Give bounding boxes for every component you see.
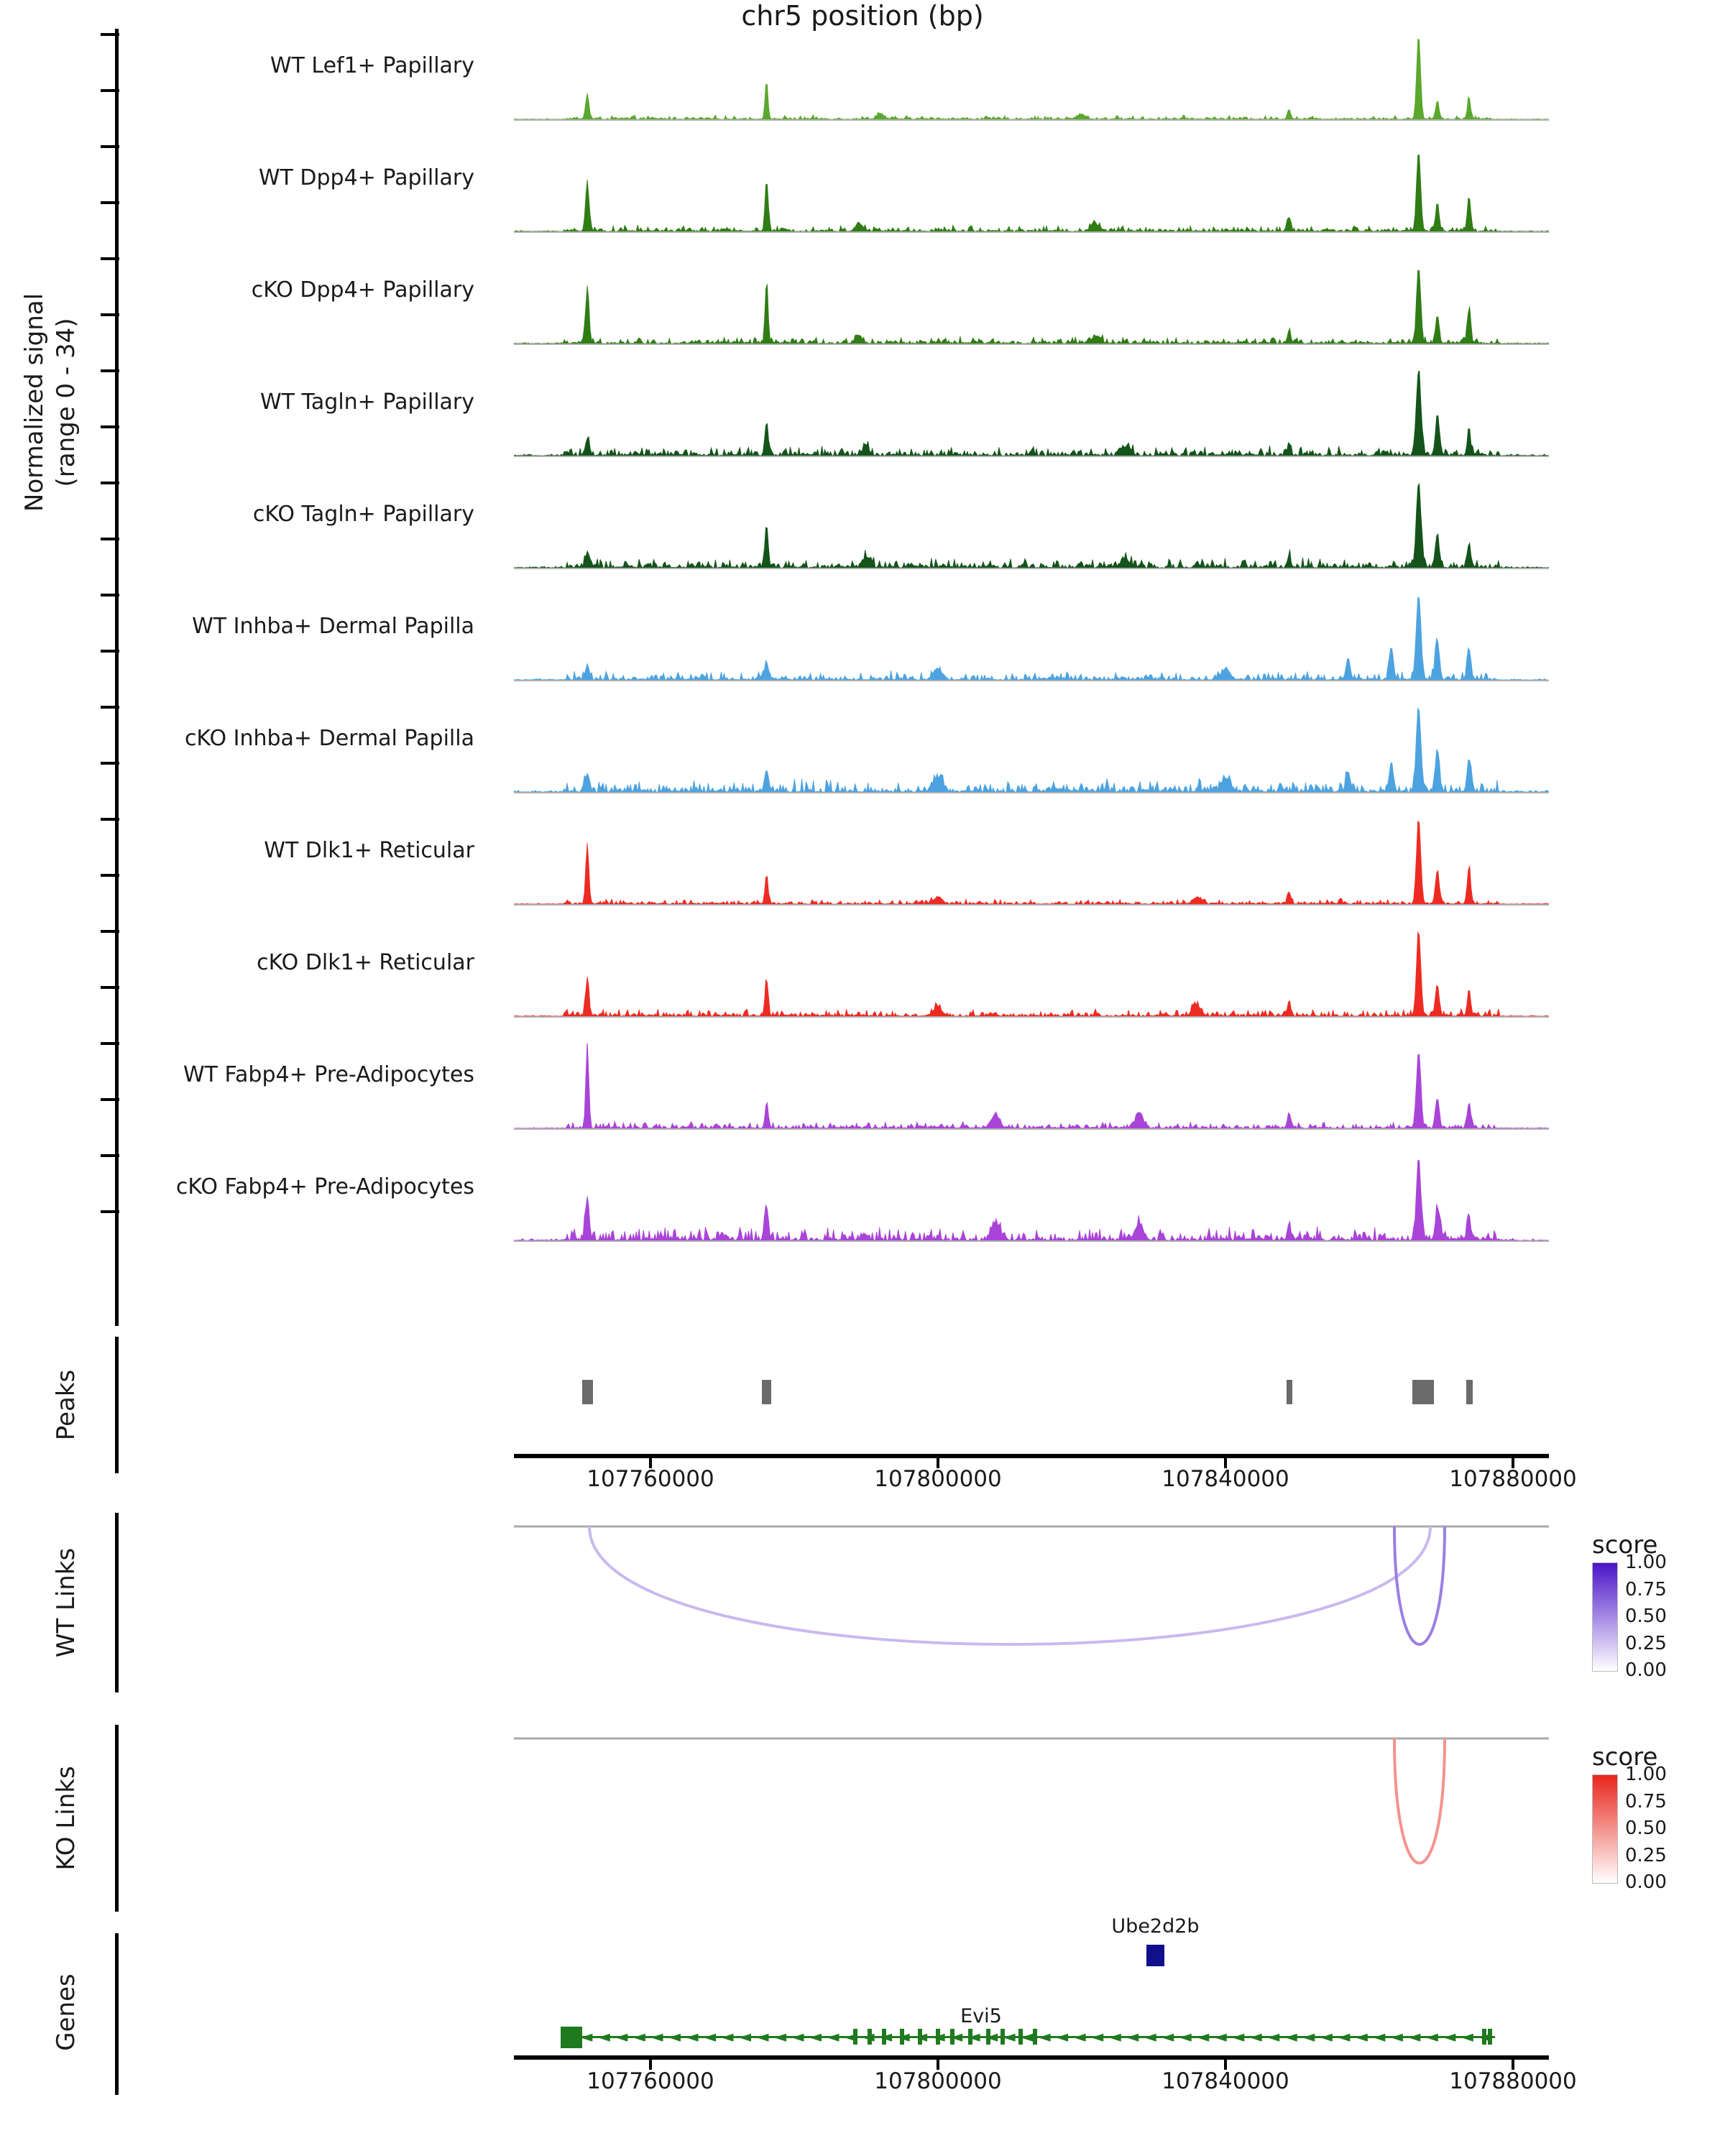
axis-tick: [101, 145, 119, 148]
legend-tick-label: 0.00: [1625, 1871, 1667, 1893]
axis-tick: [101, 650, 119, 653]
track-label: cKO Dlk1+ Reticular: [257, 949, 474, 975]
signal-axis-rail: [115, 29, 119, 1326]
axis-tick: [101, 762, 119, 765]
axis-tick: [101, 482, 119, 484]
gene-strand-arrow: ◄: [880, 2028, 893, 2046]
gene-strand-arrow: ◄: [650, 2028, 663, 2046]
gene-strand-arrow: ◄: [791, 2028, 804, 2046]
gene-strand-arrow: ◄: [1284, 2028, 1297, 2046]
axis-tick: [101, 1098, 119, 1101]
gene-strand-arrow: ◄: [1073, 2028, 1086, 2046]
gene-strand-arrow: ◄: [1443, 2028, 1456, 2046]
gene-strand-arrow: ◄: [1144, 2028, 1156, 2046]
legend-tick-label: 0.75: [1625, 1578, 1667, 1600]
signal-track: [514, 483, 1549, 572]
gene-strand-arrow: ◄: [704, 2028, 717, 2046]
signal-track: [514, 34, 1549, 124]
gene-strand-arrow: ◄: [598, 2028, 610, 2046]
gene-strand-arrow: ◄: [1373, 2028, 1386, 2046]
gene-strand-arrow: ◄: [827, 2028, 840, 2046]
peak-block: [582, 1380, 593, 1404]
gene-strand-arrow: ◄: [1390, 2028, 1403, 2046]
peak-block: [762, 1380, 771, 1404]
gene-strand-arrow: ◄: [932, 2028, 945, 2046]
gene-strand-arrow: ◄: [1461, 2028, 1473, 2046]
axis-tick: [101, 89, 119, 92]
signal-track: [514, 1044, 1549, 1133]
track-baseline: [514, 231, 1549, 233]
axis-tick: [101, 257, 119, 260]
ko-links-section-label: KO Links: [52, 1766, 80, 1871]
gene-strand-arrow: ◄: [1302, 2028, 1315, 2046]
axis-tick-label: 107880000: [1449, 2068, 1577, 2094]
gene-strand-arrow: ◄: [967, 2028, 980, 2046]
legend-tick-label: 0.25: [1625, 1632, 1667, 1654]
track-label: WT Lef1+ Papillary: [270, 52, 474, 78]
gene-strand-arrow: ◄: [1038, 2028, 1051, 2046]
axis-tick-label: 107880000: [1449, 1466, 1577, 1492]
signal-track: [514, 931, 1549, 1021]
axis-tick: [101, 1154, 119, 1157]
gene-strand-arrow: ◄: [1003, 2028, 1016, 2046]
track-label: cKO Dpp4+ Papillary: [251, 277, 474, 303]
gene-label-evi5: Evi5: [960, 2005, 1002, 2027]
x-axis-title: chr5 position (bp): [741, 0, 984, 32]
genes-section-label: Genes: [52, 1973, 80, 2051]
gene-exon: [1033, 2029, 1037, 2045]
gene-strand-arrow: ◄: [845, 2028, 857, 2046]
axis-tick: [101, 818, 119, 821]
axis-tick: [101, 313, 119, 316]
gene-strand-arrow: ◄: [774, 2028, 787, 2046]
legend-title: score: [1592, 1743, 1658, 1772]
signal-track: [514, 595, 1549, 684]
gene-strand-arrow: ◄: [1338, 2028, 1351, 2046]
gene-strand-arrow: ◄: [1179, 2028, 1192, 2046]
gene-strand-arrow: ◄: [897, 2028, 910, 2046]
gene-strand-arrow: ◄: [633, 2028, 645, 2046]
gene-strand-arrow: ◄: [1197, 2028, 1210, 2046]
gene-strand-arrow: ◄: [1162, 2028, 1174, 2046]
axis-tick-label: 107800000: [874, 1466, 1002, 1492]
gene-body-ube2d2b: [1146, 1945, 1164, 1966]
gene-strand-arrow: ◄: [721, 2028, 734, 2046]
gene-strand-arrow: ◄: [1478, 2028, 1491, 2046]
gene-strand-arrow: ◄: [1320, 2028, 1333, 2046]
legend-tick-label: 0.50: [1625, 1818, 1667, 1839]
gene-strand-arrow: ◄: [1267, 2028, 1280, 2046]
signal-track: [514, 819, 1549, 908]
axis-tick: [101, 33, 119, 36]
gene-strand-arrow: ◄: [686, 2028, 699, 2046]
axis-tick: [101, 1210, 119, 1213]
gene-strand-arrow: ◄: [950, 2028, 963, 2046]
axis-line: [514, 2055, 1549, 2060]
signal-track: [514, 1156, 1549, 1245]
gene-strand-arrow: ◄: [1355, 2028, 1368, 2046]
legend-tick-label: 0.25: [1625, 1844, 1667, 1866]
gene-strand-arrow: ◄: [1249, 2028, 1262, 2046]
gene-strand-arrow: ◄: [1091, 2028, 1104, 2046]
axis-tick: [101, 1042, 119, 1045]
track-baseline: [514, 680, 1549, 681]
axis-tick: [101, 369, 119, 372]
gene-strand-arrow: ◄: [1214, 2028, 1227, 2046]
axis-tick: [101, 986, 119, 989]
gene-strand-arrow: ◄: [1056, 2028, 1069, 2046]
peak-block: [1466, 1380, 1473, 1404]
track-baseline: [514, 568, 1549, 569]
wt-links-section-label: WT Links: [52, 1547, 80, 1658]
axis-tick-label: 107760000: [586, 2068, 714, 2094]
peaks-section-label: Peaks: [52, 1369, 80, 1441]
gene-strand-arrow: ◄: [1232, 2028, 1245, 2046]
legend-tick-label: 0.00: [1625, 1659, 1667, 1681]
gene-strand-arrow: ◄: [1426, 2028, 1438, 2046]
axis-tick-label: 107840000: [1162, 1466, 1289, 1492]
legend-colorbar: [1592, 1562, 1618, 1672]
peak-block: [1287, 1380, 1292, 1404]
track-baseline: [514, 1128, 1549, 1130]
track-label: WT Tagln+ Papillary: [260, 389, 474, 415]
track-label: cKO Tagln+ Papillary: [252, 501, 474, 527]
axis-tick: [101, 706, 119, 709]
legend-tick-label: 0.75: [1625, 1790, 1667, 1812]
gene-strand-arrow: ◄: [1021, 2028, 1034, 2046]
track-baseline: [514, 456, 1549, 457]
signal-track: [514, 147, 1549, 236]
gene-strand-arrow: ◄: [615, 2028, 628, 2046]
signal-track: [514, 371, 1549, 460]
signal-track: [514, 707, 1549, 796]
axis-tick: [101, 594, 119, 596]
gene-strand-arrow: ◄: [985, 2028, 998, 2046]
track-baseline: [514, 1240, 1549, 1242]
axis-tick-label: 107760000: [586, 1466, 714, 1492]
gene-strand-arrow: ◄: [1408, 2028, 1421, 2046]
track-baseline: [514, 119, 1549, 121]
track-label: cKO Fabp4+ Pre-Adipocytes: [175, 1174, 474, 1199]
axis-tick-label: 107840000: [1162, 2068, 1289, 2094]
gene-strand-arrow: ◄: [809, 2028, 822, 2046]
track-label: WT Dlk1+ Reticular: [264, 837, 474, 863]
track-baseline: [514, 344, 1549, 345]
legend-title: score: [1592, 1531, 1658, 1560]
legend-colorbar: [1592, 1774, 1618, 1884]
gene-strand-arrow: ◄: [668, 2028, 681, 2046]
axis-tick: [101, 538, 119, 540]
gene-exon: [561, 2027, 582, 2048]
gene-strand-arrow: ◄: [1126, 2028, 1139, 2046]
track-baseline: [514, 1016, 1549, 1018]
legend-tick-label: 1.00: [1625, 1764, 1667, 1785]
axis-tick: [101, 425, 119, 428]
gene-strand-arrow: ◄: [739, 2028, 752, 2046]
genes-axis-rail: [115, 1933, 119, 2095]
gene-strand-arrow: ◄: [862, 2028, 875, 2046]
track-label: WT Inhba+ Dermal Papilla: [192, 613, 474, 639]
track-label: WT Dpp4+ Papillary: [258, 165, 474, 190]
peak-block: [1412, 1380, 1434, 1404]
axis-tick: [101, 930, 119, 933]
track-baseline: [514, 792, 1549, 793]
y-axis-title-line2: (range 0 - 34): [52, 318, 80, 487]
axis-tick: [101, 874, 119, 877]
legend-tick-label: 1.00: [1625, 1552, 1667, 1573]
peaks-axis-rail: [115, 1337, 119, 1473]
gene-strand-arrow: ◄: [915, 2028, 928, 2046]
axis-tick: [101, 201, 119, 204]
gene-label-ube2d2b: Ube2d2b: [1111, 1915, 1200, 1938]
y-axis-title-line1: Normalized signal: [20, 292, 49, 512]
track-label: cKO Inhba+ Dermal Papilla: [184, 725, 474, 751]
signal-track: [514, 259, 1549, 348]
gene-strand-arrow: ◄: [756, 2028, 769, 2046]
axis-line: [514, 1454, 1549, 1458]
legend-tick-label: 0.50: [1625, 1606, 1667, 1627]
track-label: WT Fabp4+ Pre-Adipocytes: [183, 1061, 474, 1087]
axis-tick-label: 107800000: [874, 2068, 1002, 2094]
gene-strand-arrow: ◄: [1108, 2028, 1121, 2046]
gene-strand-arrow: ◄: [580, 2028, 593, 2046]
track-baseline: [514, 904, 1549, 906]
